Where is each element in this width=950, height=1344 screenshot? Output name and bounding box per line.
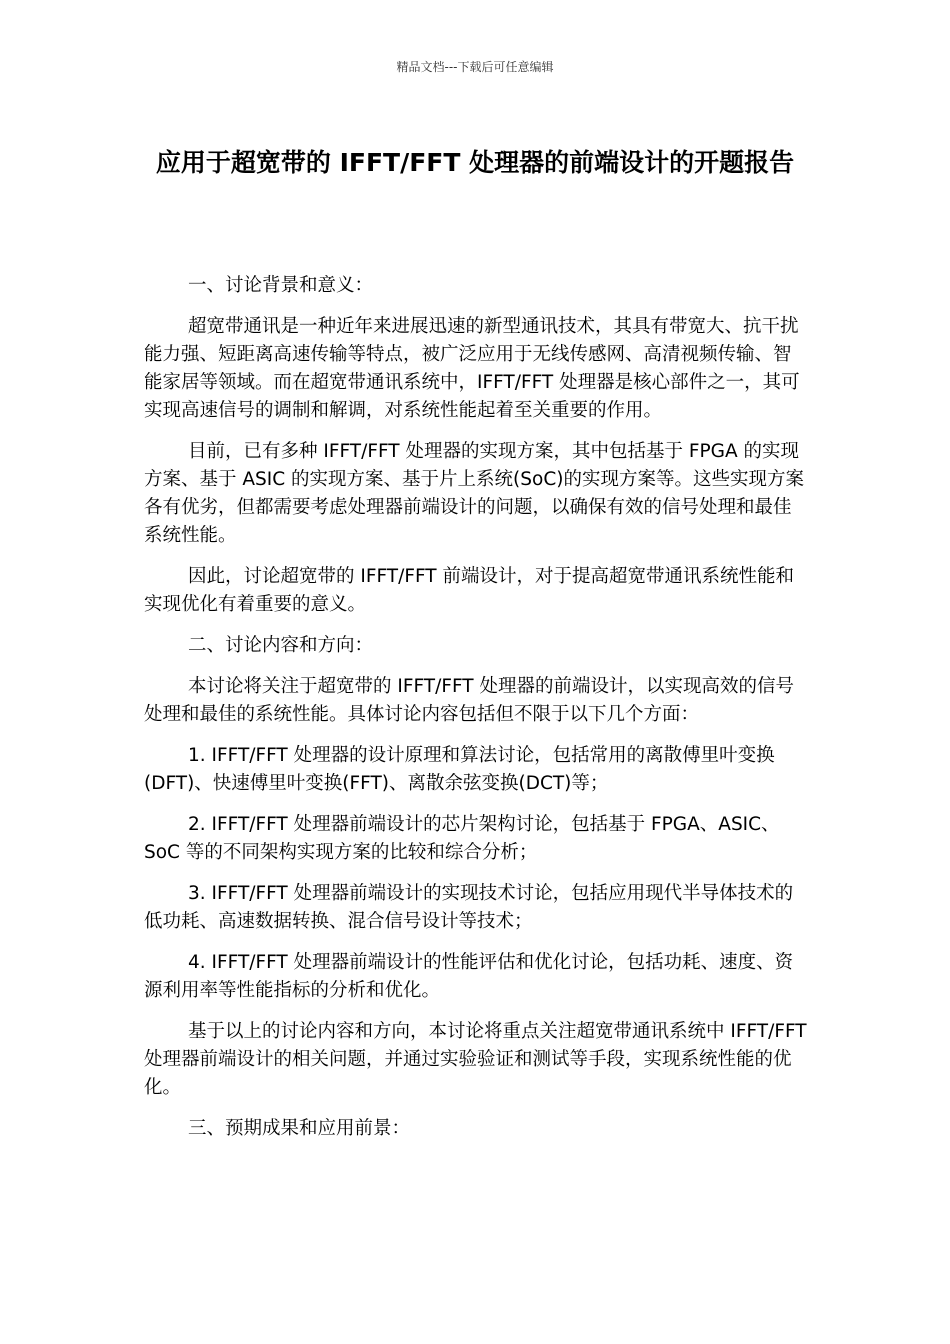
paragraph: 本讨论将关注于超宽带的 IFFT/FFT 处理器的前端设计，以实现高效的信号处理和最佳的系统性能。具体讨论内容包括但不限于以下几个方面： (144, 676, 794, 725)
section-heading-outcomes: 三、预期成果和应用前景： (188, 1118, 411, 1139)
list-item: 4. IFFT/FFT 处理器前端设计的性能评估和优化讨论，包括功耗、速度、资源利用率等性能指标的分析和优化。 (144, 952, 794, 1001)
paragraph: 因此，讨论超宽带的 IFFT/FFT 前端设计，对于提高超宽带通讯系统性能和实现优化有着重要的意义。 (144, 566, 794, 615)
list-item: 1. IFFT/FFT 处理器的设计原理和算法讨论，包括常用的离散傅里叶变换(DFT)、快速傅里叶变换(FFT)、离散余弦变换(DCT)等； (144, 745, 775, 794)
document-title: 应用于超宽带的 IFFT/FFT 处理器的前端设计的开题报告 (155, 148, 795, 177)
paragraph: 基于以上的讨论内容和方向，本讨论将重点关注超宽带通讯系统中 IFFT/FFT 处理器前端设计的相关问题，并通过实验验证和测试等手段，实现系统性能的优化。 (144, 1021, 807, 1098)
list-item: 3. IFFT/FFT 处理器前端设计的实现技术讨论，包括应用现代半导体技术的低功耗、高速数据转换、混合信号设计等技术； (144, 883, 794, 932)
paragraph: 目前，已有多种 IFFT/FFT 处理器的实现方案，其中包括基于 FPGA 的实现方案、基于 ASIC 的实现方案、基于片上系统(SoC)的实现方案等。这些实现方案各有优劣，但都需要考虑处理器前端设计的问题，以确保有效的信号处理和最佳系统性能。 (144, 441, 804, 546)
header-note: 精品文档---下载后可任意编辑 (396, 60, 554, 74)
paragraph: 超宽带通讯是一种近年来进展迅速的新型通讯技术，其具有带宽大、抗干扰能力强、短距离高速传输等特点，被广泛应用于无线传感网、高清视频传输、智能家居等领域。而在超宽带通讯系统中，IFFT/FFT 处理器是核心部件之一，其可实现高速信号的调制和解调，对系统性能起着至关重要的作用。 (144, 316, 800, 421)
list-item: 2. IFFT/FFT 处理器前端设计的芯片架构讨论，包括基于 FPGA、ASIC、SoC 等的不同架构实现方案的比较和综合分析； (144, 814, 780, 863)
section-heading-background: 一、讨论背景和意义： (188, 275, 374, 296)
section-heading-content: 二、讨论内容和方向： (188, 635, 374, 656)
document-body (144, 272, 809, 1156)
